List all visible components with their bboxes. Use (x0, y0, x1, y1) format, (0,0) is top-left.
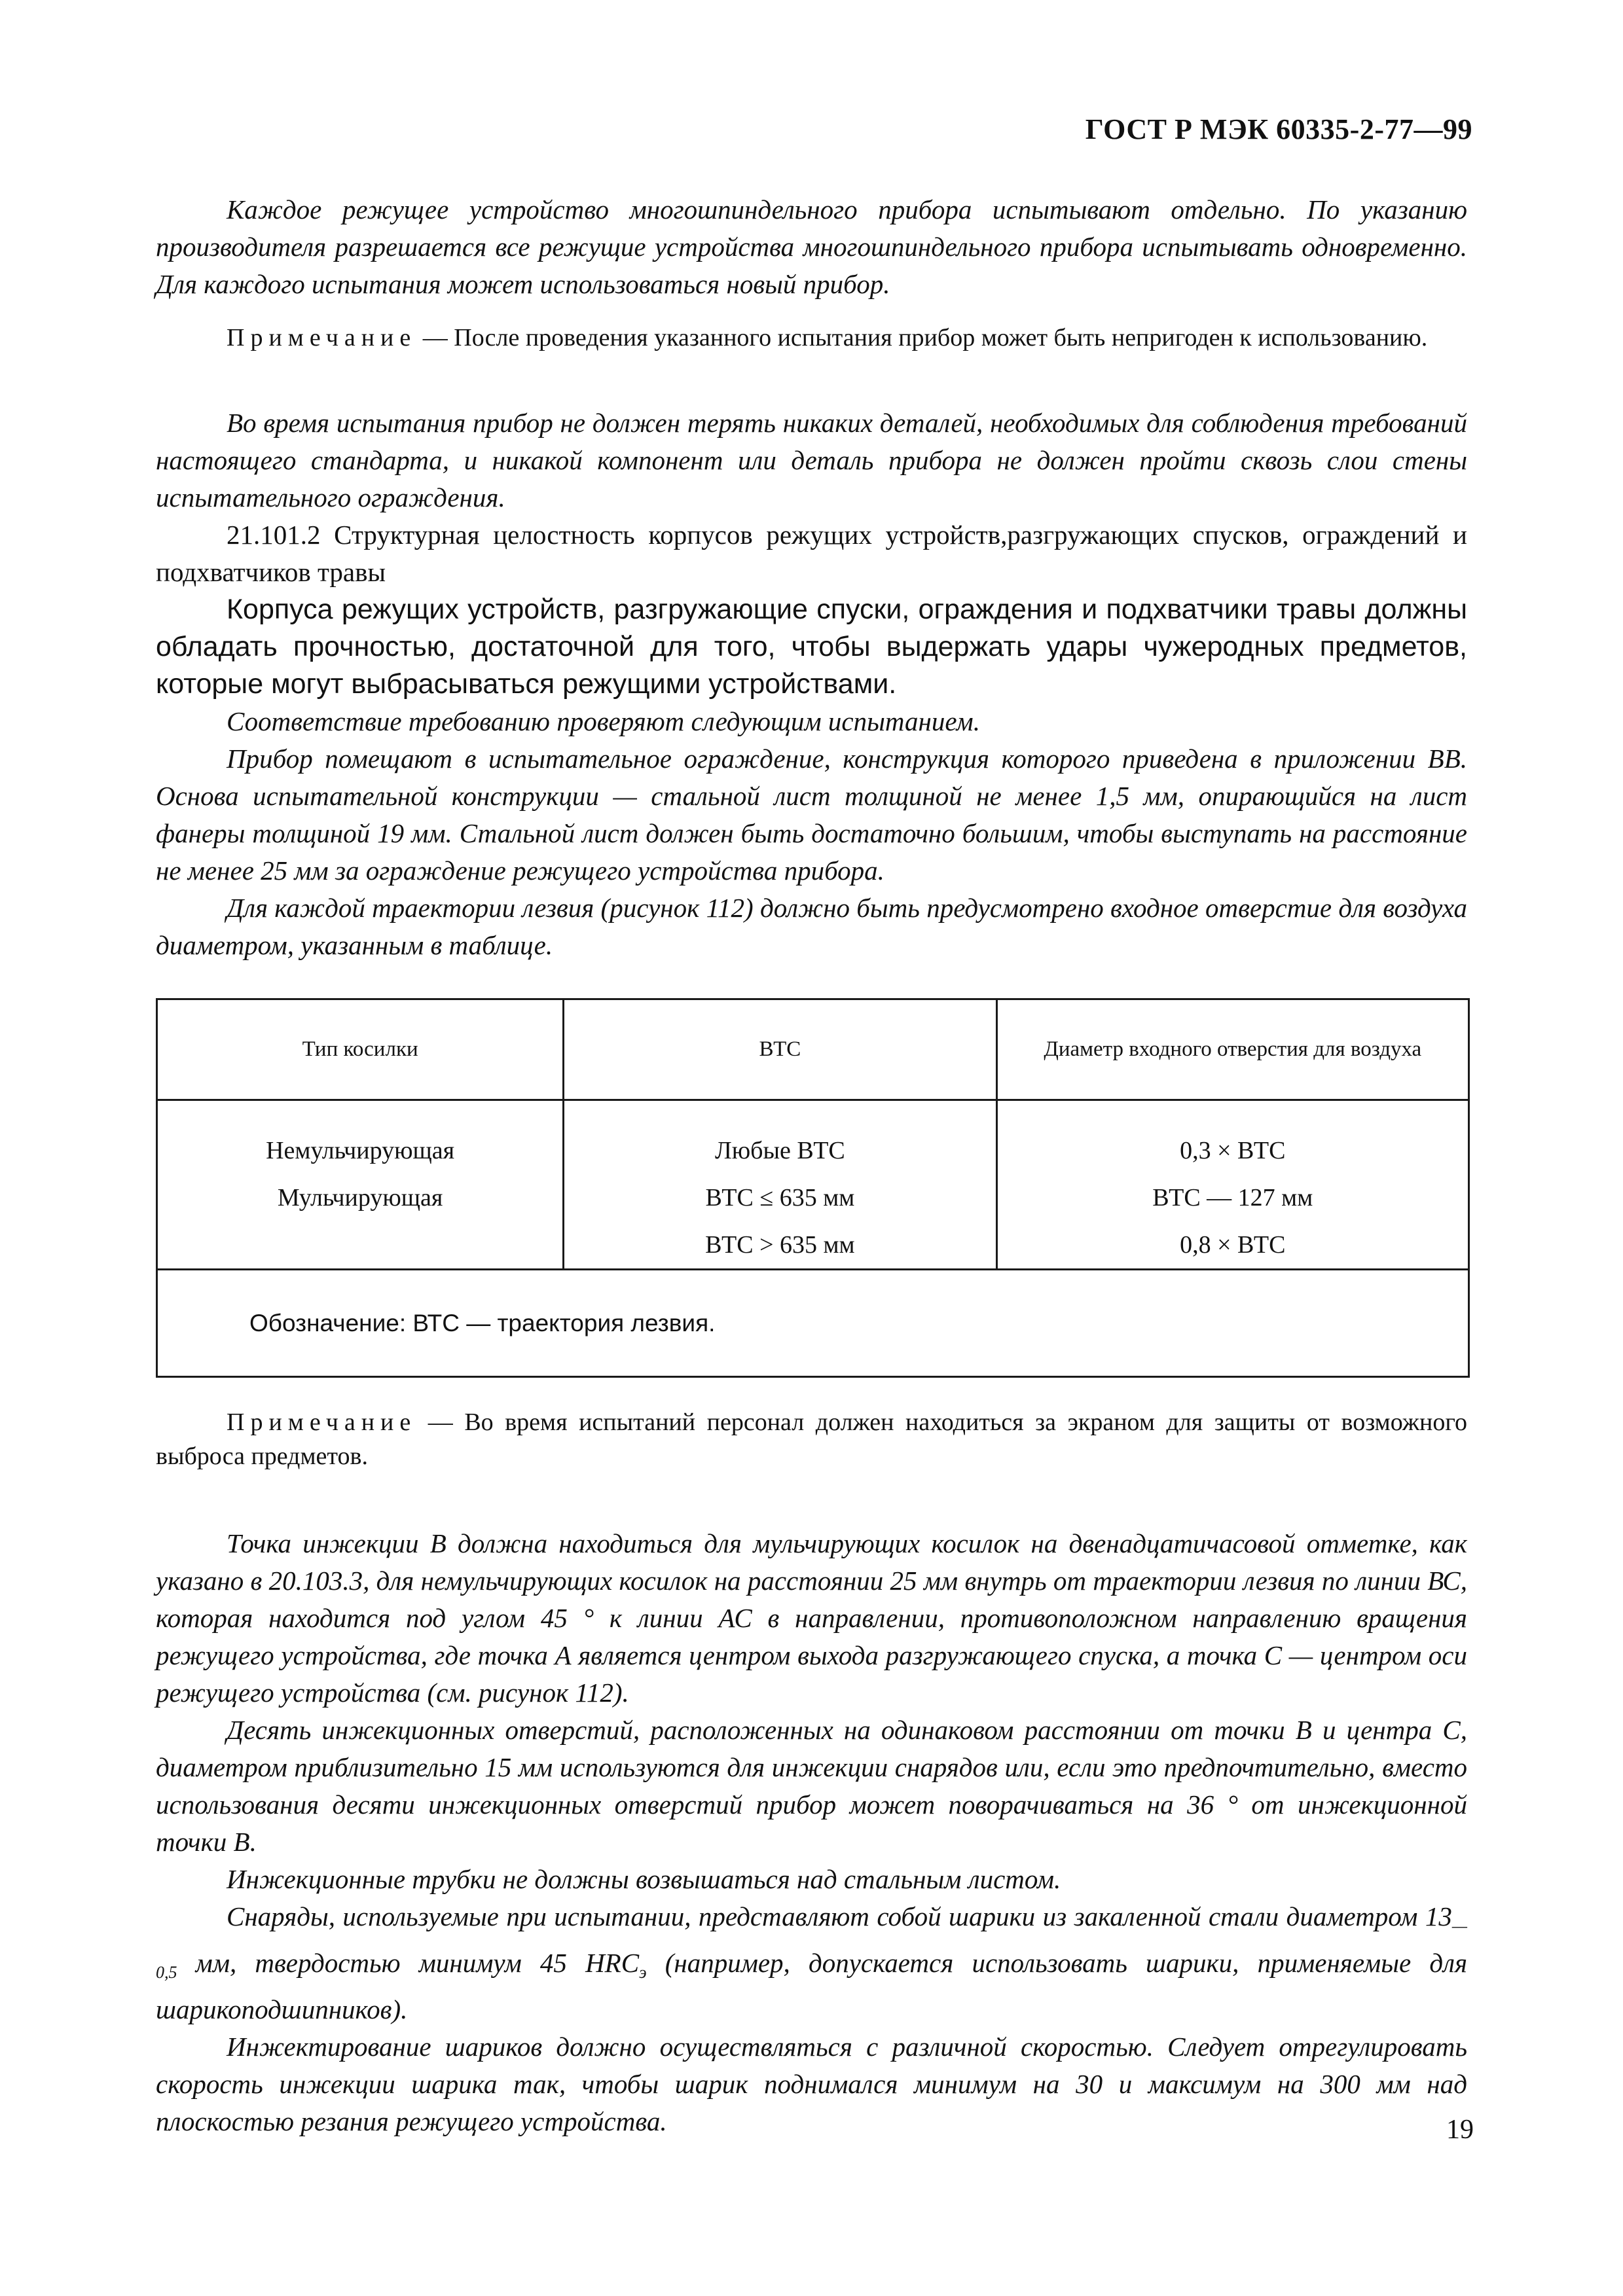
table-legend-row (157, 1270, 1469, 1377)
paragraph-no-parts-lost: Во время испытания прибор не должен терять никаких деталей, необходимых для соблюдения требований настоящего стандарта, и никакой компонент или деталь прибора не должен пройти сквозь слои стены испытательного ограждения. (156, 408, 1467, 512)
section-injection (156, 1525, 1467, 2140)
section-multi-spindle (156, 191, 1467, 303)
hardness-subscript: э (639, 1963, 647, 1982)
table-header-cell: Тип косилки (157, 999, 564, 1100)
table-legend: Обозначение: ВТС — траектория лезвия. (157, 1270, 1469, 1377)
table-header-cell: Диаметр входного отверстия для воздуха (996, 999, 1468, 1100)
note-2 (156, 1405, 1467, 1473)
paragraph-multi-spindle: Каждое режущее устройство многошпиндельного прибора испытывают отдельно. По указанию производителя разрешается все режущие устройства многошпиндельного прибора испытывать одновременно. Для каждого испытания может использоваться новый прибор. (156, 194, 1467, 299)
paragraph-air-inlet: Для каждой траектории лезвия (рисунок 112) должно быть предусмотрено входное отверстие для воздуха диаметром, указанным в таблице. (156, 893, 1467, 960)
air-inlet-table (156, 998, 1470, 1378)
projectiles-text-c: (например, допускается использовать шарики, применяемые для шарикоподшипников). (156, 1948, 1467, 2025)
section-main-text (156, 404, 1467, 964)
paragraph-compliance-check: Соответствие требованию проверяют следующим испытанием. (227, 706, 980, 736)
paragraph-injection-holes: Десять инжекционных отверстий, расположенных на одинаковом расстоянии от точки В и центра С, диаметром приблизительно 15 мм используются для инжекции снарядов или, если это предпочтительно, вместо использования десяти инжекционных отверстий прибор может поворачиваться на 36 ° от инжекционной точки В. (156, 1715, 1467, 1857)
table-cell: ВТС — 127 мм (996, 1165, 1468, 1212)
note-1 (156, 321, 1467, 355)
document-header: ГОСТ Р МЭК 60335-2-77—99 (1085, 113, 1472, 145)
diameter-tolerance: —0,5 (156, 1916, 1467, 1982)
paragraph-housings-strength: Корпуса режущих устройств, разгружающие спуски, ограждения и подхватчики травы должны обладать прочностью, достаточной для того, чтобы выдержать удары чужеродных предметов, которые могут выбрасываться режущими устройствами. (156, 594, 1467, 700)
paragraph-injection-tubes: Инжекционные трубки не должны возвышаться над стальным листом. (227, 1864, 1061, 1894)
table-row (157, 1212, 1469, 1270)
table-cell: Любые ВТС (564, 1100, 996, 1165)
note-2-text: — Во время испытаний персонал должен находиться за экраном для защиты от возможного выброса предметов. (156, 1408, 1467, 1470)
table-cell (157, 1212, 564, 1270)
clause-21-101-2-title: 21.101.2 Структурная целостность корпусов режущих устройств,разгружающих спусков, ограждений и подхватчиков травы (156, 520, 1467, 587)
page-number: 19 (1446, 2115, 1474, 2145)
table-header-row (157, 999, 1469, 1100)
note-1-label: Примечание (227, 324, 417, 351)
table-cell: Мульчирующая (157, 1165, 564, 1212)
note-2-label: Примечание (227, 1408, 417, 1436)
table-cell: Немульчирующая (157, 1100, 564, 1165)
paragraph-injection-speed: Инжектирование шариков должно осуществляться с различной скоростью. Следует отрегулировать скорость инжекции шарика так, чтобы шарик поднимался минимум на 30 и максимум на 300 мм над плоскостью резания режущего устройства. (156, 2032, 1467, 2137)
projectiles-text-b: мм, твердостью минимум 45 HRC (177, 1948, 640, 1979)
projectiles-text-a: Снаряды, используемые при испытании, представляют собой шарики из закаленной стали диаметром 13 (227, 1901, 1452, 1931)
note-1-text: — После проведения указанного испытания прибор может быть непригоден к использованию. (416, 324, 1428, 351)
paragraph-test-enclosure: Прибор помещают в испытательное ограждение, конструкция которого приведена в приложении ВВ. Основа испытательной конструкции — стальной лист толщиной не менее 1,5 мм, опирающийся на лист фанеры толщиной 19 мм. Стальной лист должен быть достаточно большим, чтобы выступать на расстояние не менее 25 мм за ограждение режущего устройства прибора. (156, 744, 1467, 886)
table-row (157, 1100, 1469, 1165)
paragraph-injection-point: Точка инжекции В должна находиться для мульчирующих косилок на двенадцатичасовой отметке, как указано в 20.103.3, для немульчирующих косилок на расстоянии 25 мм внутрь от траектории лезвия по линии ВС, которая находится под углом 45 ° к линии АС в направлении, противоположном направлению вращения режущего устройства, где точка А является центром выхода разгружающего спуска, а точка С — центром оси режущего устройства (см. рисунок 112). (156, 1528, 1467, 1708)
paragraph-projectiles (156, 1898, 1467, 2028)
table-cell: 0,8 × ВТС (996, 1212, 1468, 1270)
table-cell: 0,3 × ВТС (996, 1100, 1468, 1165)
section-note-2 (156, 1405, 1467, 1473)
section-note-1 (156, 321, 1467, 355)
table-cell: ВТС > 635 мм (564, 1212, 996, 1270)
table-header-cell: ВТС (564, 999, 996, 1100)
table-row (157, 1165, 1469, 1212)
table-cell: ВТС ≤ 635 мм (564, 1165, 996, 1212)
